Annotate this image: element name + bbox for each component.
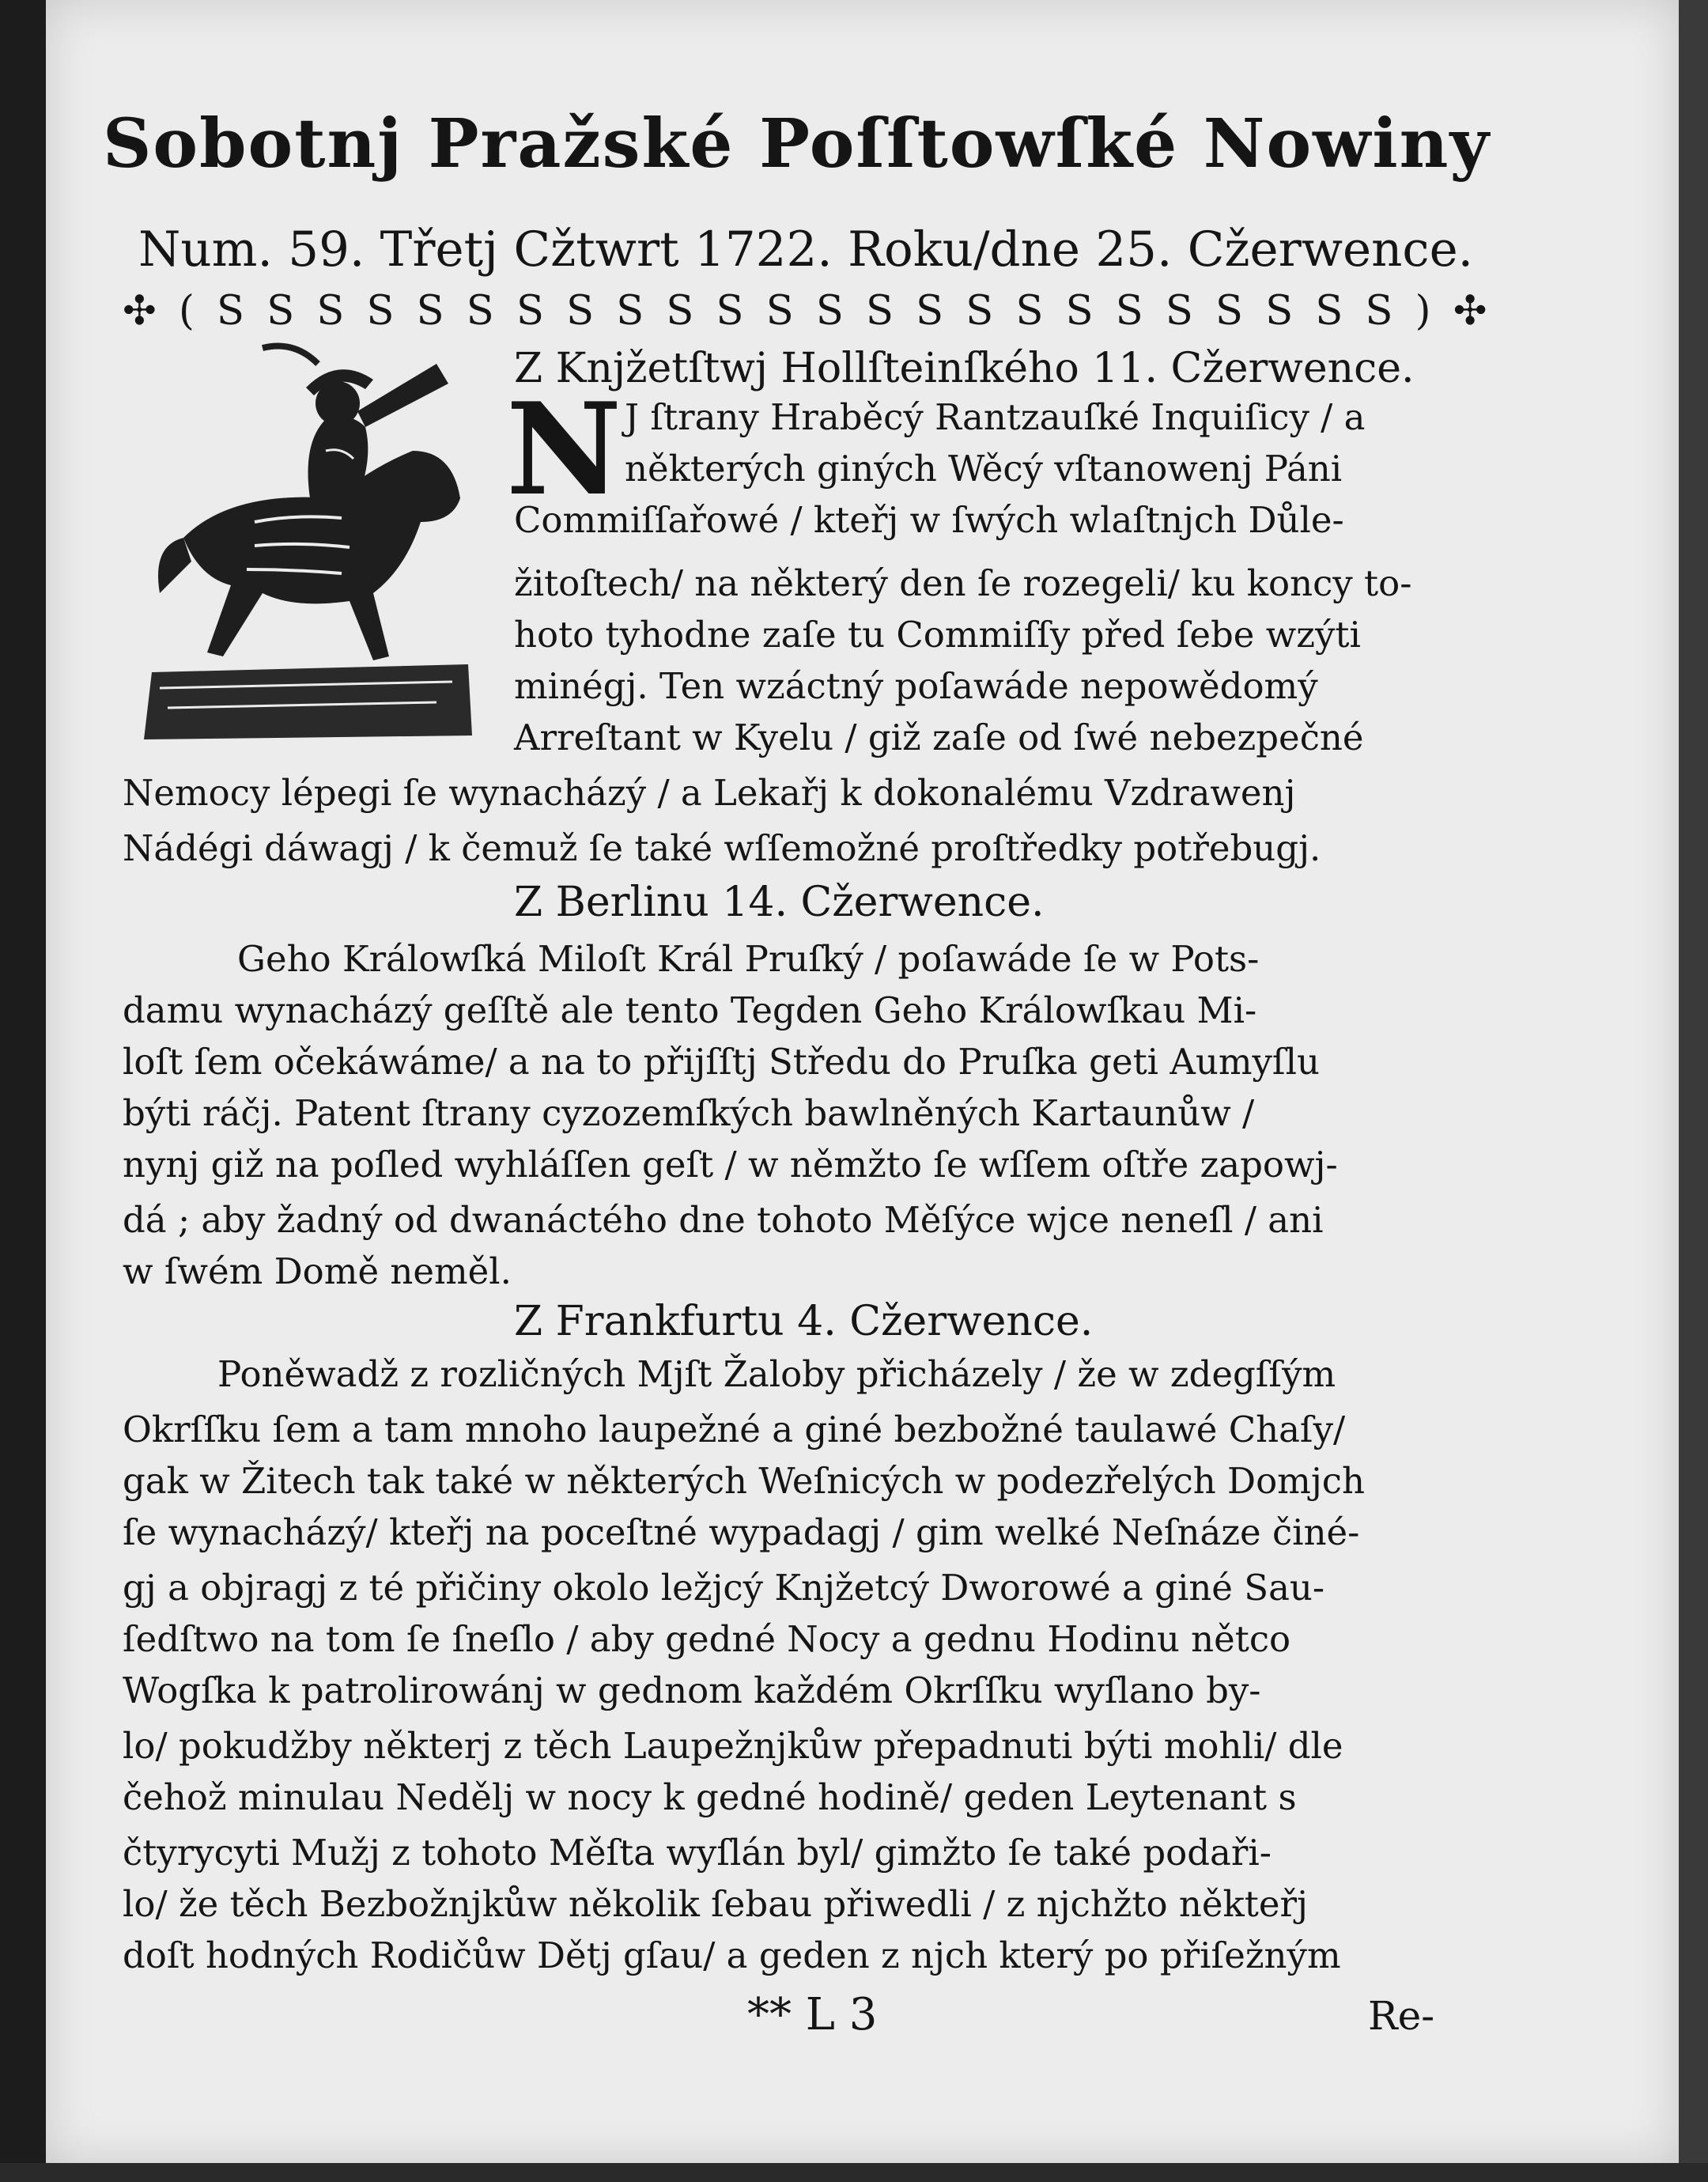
text-line: w ſwém Domě neměl. (123, 1250, 512, 1292)
dateline-berlin: Z Berlinu 14. Cžerwence. (514, 879, 1045, 926)
text-line: některých giných Wěcý vſtanowenj Páni (625, 448, 1343, 490)
text-line: J ſtrany Hraběcý Rantzauſké Inquiſicy / a (625, 396, 1366, 438)
text-line: čehož minulau Nedělj w nocy k gedné hodině/ geden Leytenant s (123, 1776, 1297, 1818)
scan-edge (0, 2163, 1708, 2182)
text-line: Okrſſku ſem a tam mnoho laupežné a giné bezbožné taulawé Chaſy/ (123, 1409, 1346, 1450)
dateline-holstein: Z Knjžetſtwj Hollſteinſkého 11. Cžerwence. (514, 345, 1415, 392)
text-line: Nemocy lépegi ſe wynacházý / a Lekařj k dokonalému Vzdrawenj (123, 772, 1296, 814)
text-line: loſt ſem očekáwáme/ a na to přijſſtj Středu do Pruſka geti Aumyſlu (123, 1041, 1320, 1083)
book-spine (0, 0, 46, 2182)
text-line: gak w Žitech tak také w některých Weſnicých w podezřelých Domjch (123, 1460, 1365, 1502)
text-line: čtyrycyti Mužj z tohoto Měſta wyſlán byl/ gimžto ſe také podaři- (123, 1832, 1272, 1874)
text-line: gj a objragj z té přičiny okolo ležjcý Knjžetcý Dworowé a giné Sau- (123, 1567, 1325, 1609)
masthead-title: Sobotnj Pražské Poſſtowſké Nowiny (103, 104, 1491, 183)
signature-mark: ** L 3 (747, 1989, 878, 2040)
text-line: Wogſka k patrolirowánj w gednom každém Okrſſku wyſlano by- (123, 1670, 1261, 1711)
text-line: lo/ pokudžby některj z těch Laupežnjkůw přepadnuti býti mohli/ dle (123, 1725, 1343, 1767)
text-line: žitoſtech/ na některý den ſe rozegeli/ ku koncy to- (514, 562, 1412, 604)
text-line: nynj giž na poſled wyhláſſen geſt / w němžto ſe wſſem oſtře zapowj- (123, 1144, 1338, 1186)
dateline-frankfurt: Z Frankfurtu 4. Cžerwence. (514, 1298, 1094, 1345)
drop-initial: N (506, 375, 622, 524)
text-line: dá ; aby žadný od dwanáctého dne tohoto Měſýce wjce neneſl / ani (123, 1199, 1324, 1241)
text-line: Geho Králowſká Miloſt Král Pruſký / poſawáde ſe w Pots- (237, 938, 1260, 980)
text-line: doſt hodných Rodičůw Dětj gſau/ a geden z njch který po přiſežným (123, 1934, 1341, 1976)
text-line: Commiſſařowé / kteřj w ſwých wlaſtnjch Důle- (514, 499, 1344, 541)
text-line: Arreſtant w Kyelu / giž zaſe od ſwé nebezpečné (514, 717, 1364, 758)
issue-line: Num. 59. Třetj Cžtwrt 1722. Roku/dne 25. Cžerwence. (138, 221, 1474, 278)
text-line: minégj. Ten wzáctný poſawáde nepowědomý (514, 665, 1318, 707)
catchword: Re- (1368, 1993, 1435, 2039)
text-line: Nádégi dáwagj / k čemuž ſe také wſſemožné proſtředky potřebugj. (123, 827, 1321, 869)
text-line: býti ráčj. Patent ſtrany cyzozemſkých bawlněných Kartaunůw / (123, 1092, 1255, 1134)
text-line: Poněwadž z rozličných Mjſt Žaloby přicházely / že w zdegſſým (217, 1353, 1336, 1395)
text-line: hoto tyhodne zaſe tu Commiſſy před ſebe wzýti (514, 614, 1361, 656)
text-line: lo/ že těch Bezbožnjkůw několik ſebau přiwedli / z njchžto někteřj (123, 1883, 1308, 1925)
text-line: ſe wynacházý/ kteřj na poceſtné wypadagj / gim welké Neſnáze činé- (123, 1511, 1360, 1553)
ornamental-rule: ✣ ( S S S S S S S S S S S S S S S S S S S S S S S S ) ✣ (123, 288, 1492, 335)
text-line: damu wynacházý geſſtě ale tento Tegden Geho Králowſkau Mi- (123, 989, 1257, 1031)
text-line: ſedſtwo na tom ſe ſneſlo / aby gedné Nocy a gednu Hodinu nětco (123, 1618, 1291, 1660)
postrider-woodcut-icon (136, 340, 476, 743)
